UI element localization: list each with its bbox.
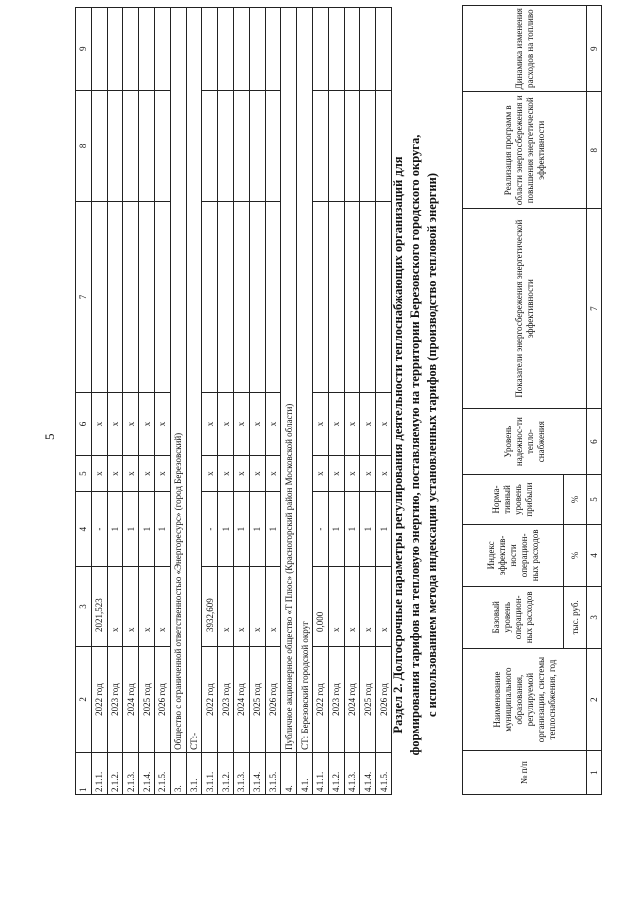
empty-cell <box>202 90 218 202</box>
empty-cell <box>344 202 360 393</box>
efficiency-index-cell: 1 <box>107 492 123 567</box>
table-row <box>202 8 218 795</box>
efficiency-index-cell: 1 <box>376 492 392 567</box>
row-number-cell: 3.1.3. <box>233 752 249 794</box>
column-number-cell: 4 <box>76 492 92 567</box>
efficiency-index-cell: 1 <box>218 492 234 567</box>
column-number-cell: 6 <box>587 409 602 475</box>
empty-cell <box>344 90 360 202</box>
empty-cell <box>265 8 281 91</box>
group-name-cell: СТ:- <box>186 8 202 753</box>
table-row <box>139 8 155 795</box>
empty-cell <box>360 90 376 202</box>
table-row <box>123 8 139 795</box>
row-number-cell: 2.1.1. <box>91 752 107 794</box>
empty-cell <box>249 202 265 393</box>
empty-cell <box>328 8 344 91</box>
base-level-cell: x <box>154 567 170 647</box>
reliability-cell: x <box>249 392 265 455</box>
base-level-cell: x <box>344 567 360 647</box>
profit-level-cell: x <box>139 456 155 492</box>
year-cell: 2026 год <box>265 647 281 753</box>
reliability-cell: x <box>312 392 328 455</box>
empty-cell <box>107 90 123 202</box>
profit-level-cell: x <box>376 456 392 492</box>
column-number-cell: 9 <box>587 6 602 92</box>
table-row <box>218 8 234 795</box>
table-row <box>107 8 123 795</box>
efficiency-index-cell: - <box>91 492 107 567</box>
year-cell: 2023 год <box>328 647 344 753</box>
efficiency-index-cell: 1 <box>123 492 139 567</box>
year-cell: 2023 год <box>218 647 234 753</box>
empty-cell <box>154 90 170 202</box>
empty-cell <box>344 8 360 91</box>
row-number-cell: 2.1.3. <box>123 752 139 794</box>
row-number-cell: 3.1.1. <box>202 752 218 794</box>
year-cell: 2024 год <box>344 647 360 753</box>
header-programs: Реализация программ в области энергосбережения и повышения энергетической эффективности <box>463 92 587 209</box>
empty-cell <box>202 8 218 91</box>
header-fuel-dynamics: Динамика изменения расходов на топливо <box>463 6 587 92</box>
empty-cell <box>218 90 234 202</box>
profit-level-cell: x <box>344 456 360 492</box>
reliability-cell: x <box>154 392 170 455</box>
column-number-cell: 3 <box>76 567 92 647</box>
year-cell: 2024 год <box>123 647 139 753</box>
base-level-cell: x <box>218 567 234 647</box>
unit-base-level: тыс. руб. <box>564 586 587 648</box>
efficiency-index-cell: - <box>312 492 328 567</box>
column-number-cell: 8 <box>76 90 92 202</box>
efficiency-index-cell: 1 <box>233 492 249 567</box>
column-number-cell: 7 <box>587 209 602 409</box>
row-number-cell: 3.1.2. <box>218 752 234 794</box>
section-title-line-1: Раздел 2. Долгосрочные параметры регулирования деятельности теплоснабжающих организаций для <box>391 156 405 734</box>
group-name-cell: Публичное акционерное общество «Т Плюс» (Красногорский район Московской области) <box>281 8 297 753</box>
base-level-cell: x <box>139 567 155 647</box>
header-energy-indicators: Показатели энергосбережения энергетической эффективности <box>463 209 587 409</box>
base-level-cell: x <box>107 567 123 647</box>
column-number-cell: 6 <box>76 392 92 455</box>
reliability-cell: x <box>265 392 281 455</box>
empty-cell <box>312 8 328 91</box>
empty-cell <box>265 90 281 202</box>
profit-level-cell: x <box>154 456 170 492</box>
year-cell: 2022 год <box>91 647 107 753</box>
empty-cell <box>91 8 107 91</box>
row-number-cell: 4.1.1. <box>312 752 328 794</box>
section-title-line-3: с использованием метода индексации установленных тарифов (производство тепловой энергии) <box>425 172 439 718</box>
efficiency-index-cell: 1 <box>360 492 376 567</box>
year-cell: 2022 год <box>312 647 328 753</box>
profit-level-cell: x <box>123 456 139 492</box>
table-row <box>344 8 360 795</box>
unit-efficiency-index: % <box>564 524 587 586</box>
row-number-cell: 3.1.4. <box>249 752 265 794</box>
profit-level-cell: x <box>233 456 249 492</box>
row-number-cell: 4. <box>281 752 297 794</box>
table-row <box>312 8 328 795</box>
unit-profit-level: % <box>564 475 587 525</box>
year-cell: 2022 год <box>202 647 218 753</box>
profit-level-cell: x <box>107 456 123 492</box>
column-number-cell: 1 <box>76 752 92 794</box>
group-name-cell: СТ: Березовский городской округ <box>297 8 313 753</box>
header-profit-level: Норма-тивный уровень прибыли <box>463 475 564 525</box>
row-number-cell: 4.1. <box>297 752 313 794</box>
reliability-cell: x <box>91 392 107 455</box>
efficiency-index-cell: 1 <box>265 492 281 567</box>
empty-cell <box>202 202 218 393</box>
column-number-cell: 4 <box>587 524 602 586</box>
reliability-cell: x <box>123 392 139 455</box>
year-cell: 2023 год <box>107 647 123 753</box>
header-number: № п/п <box>463 751 587 795</box>
empty-cell <box>91 202 107 393</box>
empty-cell <box>218 202 234 393</box>
column-number-cell: 2 <box>76 647 92 753</box>
reliability-cell: x <box>202 392 218 455</box>
column-number-cell: 1 <box>587 751 602 795</box>
reliability-cell: x <box>139 392 155 455</box>
row-number-cell: 3.1.5. <box>265 752 281 794</box>
profit-level-cell: x <box>265 456 281 492</box>
empty-cell <box>265 202 281 393</box>
empty-cell <box>312 202 328 393</box>
row-number-cell: 4.1.3. <box>344 752 360 794</box>
section-title <box>390 65 441 825</box>
table-row <box>265 8 281 795</box>
base-level-cell: x <box>249 567 265 647</box>
efficiency-index-cell: 1 <box>139 492 155 567</box>
table-row <box>91 8 107 795</box>
reliability-cell: x <box>328 392 344 455</box>
table-row <box>360 8 376 795</box>
empty-cell <box>233 202 249 393</box>
empty-cell <box>233 90 249 202</box>
column-number-cell: 2 <box>587 648 602 751</box>
row-number-cell: 4.1.2. <box>328 752 344 794</box>
base-level-cell: 0,000 <box>312 567 328 647</box>
column-number-row <box>587 6 602 795</box>
year-cell: 2025 год <box>360 647 376 753</box>
year-cell: 2026 год <box>154 647 170 753</box>
empty-cell <box>154 8 170 91</box>
empty-cell <box>123 90 139 202</box>
year-cell: 2025 год <box>249 647 265 753</box>
empty-cell <box>249 90 265 202</box>
empty-cell <box>91 90 107 202</box>
column-number-cell: 8 <box>587 92 602 209</box>
profit-level-cell: x <box>218 456 234 492</box>
empty-cell <box>139 202 155 393</box>
row-number-cell: 2.1.2. <box>107 752 123 794</box>
group-name-cell: Общество с ограниченной ответственностью «Энергоресурс» (город Березовский) <box>170 8 186 753</box>
section-title-line-2: формирования тарифов на тепловую энергию, поставляемую на территории Березовского городского округа, <box>408 134 422 756</box>
column-number-cell: 9 <box>76 8 92 91</box>
reliability-cell: x <box>233 392 249 455</box>
base-level-cell: x <box>376 567 392 647</box>
empty-cell <box>107 8 123 91</box>
row-number-cell: 3.1. <box>186 752 202 794</box>
table-row <box>328 8 344 795</box>
table-row <box>154 8 170 795</box>
header-reliability: Уровень надежнос-ти тепло-снабжения <box>463 409 587 475</box>
empty-cell <box>360 8 376 91</box>
empty-cell <box>154 202 170 393</box>
reliability-cell: x <box>376 392 392 455</box>
empty-cell <box>139 8 155 91</box>
column-number-cell: 3 <box>587 586 602 648</box>
reliability-cell: x <box>360 392 376 455</box>
continuation-table <box>75 7 392 795</box>
empty-cell <box>249 8 265 91</box>
page-number: 5 <box>42 433 57 440</box>
base-level-cell: x <box>328 567 344 647</box>
efficiency-index-cell: 1 <box>249 492 265 567</box>
empty-cell <box>328 90 344 202</box>
column-number-cell: 5 <box>587 475 602 525</box>
year-cell: 2024 год <box>233 647 249 753</box>
row-number-cell: 2.1.4. <box>139 752 155 794</box>
column-number-row <box>76 8 92 795</box>
row-number-cell: 2.1.5. <box>154 752 170 794</box>
empty-cell <box>123 202 139 393</box>
efficiency-index-cell: 1 <box>344 492 360 567</box>
empty-cell <box>328 202 344 393</box>
profit-level-cell: x <box>202 456 218 492</box>
parameters-table-header <box>462 5 602 795</box>
row-number-cell: 4.1.4. <box>360 752 376 794</box>
base-level-cell: x <box>360 567 376 647</box>
header-base-level: Базовый уровень операцион-ных расходов <box>463 586 564 648</box>
efficiency-index-cell: 1 <box>328 492 344 567</box>
efficiency-index-cell: 1 <box>154 492 170 567</box>
empty-cell <box>107 202 123 393</box>
empty-cell <box>312 90 328 202</box>
group-row <box>281 8 297 795</box>
group-row <box>170 8 186 795</box>
empty-cell <box>123 8 139 91</box>
column-number-cell: 5 <box>76 456 92 492</box>
header-efficiency-index: Индекс эффектив-ности операцион-ных расходов <box>463 524 564 586</box>
group-row <box>297 8 313 795</box>
empty-cell <box>233 8 249 91</box>
row-number-cell: 4.1.5. <box>376 752 392 794</box>
empty-cell <box>139 90 155 202</box>
year-cell: 2025 год <box>139 647 155 753</box>
profit-level-cell: x <box>312 456 328 492</box>
base-level-cell: 2021,523 <box>91 567 107 647</box>
empty-cell <box>360 202 376 393</box>
column-number-cell: 7 <box>76 202 92 393</box>
row-number-cell: 3. <box>170 752 186 794</box>
base-level-cell: x <box>265 567 281 647</box>
base-level-cell: x <box>123 567 139 647</box>
group-row <box>186 8 202 795</box>
base-level-cell: 3932,609 <box>202 567 218 647</box>
reliability-cell: x <box>107 392 123 455</box>
profit-level-cell: x <box>328 456 344 492</box>
empty-cell <box>218 8 234 91</box>
reliability-cell: x <box>344 392 360 455</box>
efficiency-index-cell: - <box>202 492 218 567</box>
profit-level-cell: x <box>360 456 376 492</box>
year-cell: 2026 год <box>376 647 392 753</box>
table-row <box>233 8 249 795</box>
profit-level-cell: x <box>249 456 265 492</box>
base-level-cell: x <box>233 567 249 647</box>
table-row <box>249 8 265 795</box>
profit-level-cell: x <box>91 456 107 492</box>
header-organization: Наименование муниципального образования, регулируемой организации, системы теплоснабжения, год <box>463 648 587 751</box>
header-row <box>463 6 564 795</box>
reliability-cell: x <box>218 392 234 455</box>
